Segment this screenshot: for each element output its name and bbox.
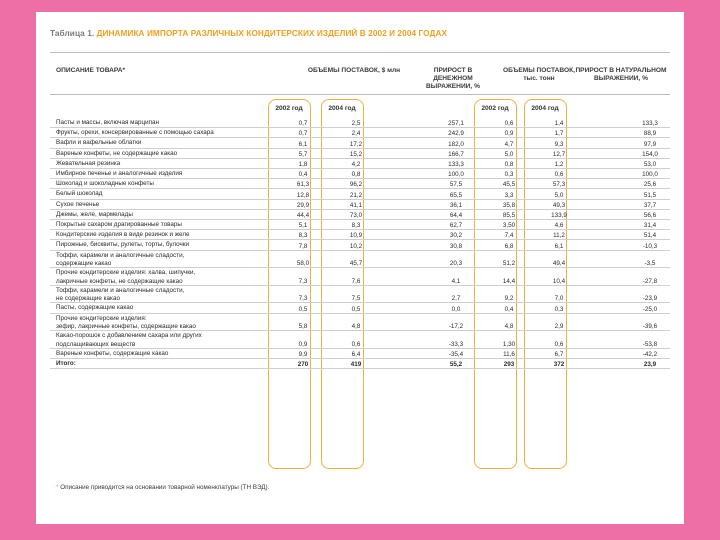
cell-usd2004: 2,5 bbox=[351, 120, 361, 128]
header-bottom-rule bbox=[50, 94, 670, 95]
cell-t2004: 1,2 bbox=[554, 160, 564, 168]
row-description-line: содержащие какао bbox=[56, 260, 112, 268]
row-description-line: Сухое печенье bbox=[56, 200, 100, 208]
header-growth-natural: ПРИРОСТ В НАТУРАЛЬНОМ ВЫРАЖЕНИИ, % bbox=[575, 67, 667, 82]
cell-usd2002: 0,5 bbox=[298, 305, 308, 313]
cell-t2002: 1,30 bbox=[502, 340, 516, 348]
table-title bbox=[50, 29, 670, 38]
cell-growth-nat: -3,5 bbox=[644, 260, 656, 268]
cell-t2002: 0,4 bbox=[504, 305, 514, 313]
cell-usd2004: 10,2 bbox=[349, 242, 363, 250]
footnote-star: * bbox=[56, 484, 59, 491]
cell-t2002: 6,8 bbox=[504, 242, 514, 250]
cell-usd2004: 6,4 bbox=[351, 350, 361, 358]
table-row bbox=[50, 240, 670, 250]
row-description-line: Тоффи, карамели и аналогичные сладости, bbox=[56, 251, 185, 259]
header-volume-usd: ОБЪЕМЫ ПОСТАВОК, $ млн bbox=[307, 67, 401, 74]
cell-t2004: 6,7 bbox=[554, 350, 564, 358]
cell-growth-nat: 56,6 bbox=[643, 211, 657, 219]
table-row bbox=[50, 210, 670, 220]
cell-growth-nat: 23,9 bbox=[643, 361, 657, 369]
cell-usd2002: 0,4 bbox=[298, 171, 308, 179]
cell-growth-nat: -39,6 bbox=[642, 323, 658, 331]
cell-usd2004: 419 bbox=[350, 361, 362, 369]
row-description-line: Кондитерские изделия в виде резинок и желе bbox=[56, 231, 190, 239]
cell-growth-money: 30,2 bbox=[449, 232, 463, 240]
year-tons-2002: 2002 год bbox=[481, 105, 509, 112]
cell-usd2002: 61,3 bbox=[296, 181, 310, 189]
cell-t2004: 10,4 bbox=[552, 277, 566, 285]
cell-usd2004: 10,9 bbox=[349, 232, 363, 240]
cell-growth-money: 133,3 bbox=[448, 160, 464, 168]
cell-t2004: 0,3 bbox=[554, 305, 564, 313]
row-description-line: Вафли и вафельные облатки bbox=[56, 139, 142, 147]
cell-t2002: 293 bbox=[503, 361, 515, 369]
table-row bbox=[50, 220, 670, 230]
cell-growth-nat: -27,8 bbox=[642, 277, 658, 285]
header-volume-tons: ОБЪЕМЫ ПОСТАВОК, тыс. тонн bbox=[503, 67, 575, 82]
cell-growth-money: 55,2 bbox=[449, 361, 463, 369]
cell-growth-nat: 51,4 bbox=[643, 232, 657, 240]
table-row bbox=[50, 189, 670, 199]
cell-growth-money: -33,3 bbox=[448, 340, 464, 348]
row-description-line: Какао-порошок с добавлением сахара или других bbox=[56, 332, 202, 340]
table-row bbox=[50, 200, 670, 210]
cell-usd2004: 0,6 bbox=[351, 340, 361, 348]
cell-usd2004: 4,2 bbox=[351, 160, 361, 168]
table-row bbox=[50, 314, 670, 332]
header-description: ОПИСАНИЕ ТОВАРА* bbox=[56, 67, 126, 74]
table-row bbox=[50, 230, 670, 240]
footnote bbox=[56, 484, 269, 491]
cell-usd2002: 0,7 bbox=[298, 120, 308, 128]
table-row bbox=[50, 331, 670, 349]
cell-t2004: 5,0 bbox=[554, 191, 564, 199]
cell-usd2002: 1,8 bbox=[298, 160, 308, 168]
row-description-line: Пирожные, бисквиты, рулеты, торты, булочки bbox=[56, 241, 190, 249]
table-row bbox=[50, 286, 670, 304]
row-description-line: Прочие кондитерские изделия: bbox=[56, 314, 147, 322]
table-title-text: ДИНАМИКА ИМПОРТА РАЗЛИЧНЫХ КОНДИТЕРСКИХ ИЗДЕЛИЙ В 2002 И 2004 ГОДАХ bbox=[96, 29, 448, 38]
cell-t2002: 85,5 bbox=[502, 211, 516, 219]
cell-usd2004: 2,4 bbox=[351, 130, 361, 138]
cell-growth-money: 100,0 bbox=[448, 171, 464, 179]
cell-growth-nat: 97,9 bbox=[643, 140, 657, 148]
cell-growth-nat: -42,2 bbox=[642, 350, 658, 358]
cell-growth-money: 242,9 bbox=[448, 130, 464, 138]
cell-usd2004: 96,2 bbox=[349, 181, 363, 189]
cell-usd2004: 15,2 bbox=[349, 150, 363, 158]
cell-growth-money: 2,7 bbox=[451, 295, 461, 303]
cell-usd2002: 9,9 bbox=[298, 350, 308, 358]
cell-t2004: 9,3 bbox=[554, 140, 564, 148]
cell-usd2002: 58,0 bbox=[296, 260, 310, 268]
table-row bbox=[50, 251, 670, 269]
row-description-line: Тоффи, карамели и аналогичные сладости, bbox=[56, 286, 185, 294]
year-usd-2002: 2002 год bbox=[275, 105, 303, 112]
cell-t2004: 57,3 bbox=[552, 181, 566, 189]
header-growth-money: ПРИРОСТ В ДЕНЕЖНОМ ВЫРАЖЕНИИ, % bbox=[426, 67, 480, 90]
cell-usd2004: 21,2 bbox=[349, 191, 363, 199]
cell-t2004: 6,1 bbox=[554, 242, 564, 250]
cell-usd2002: 0,9 bbox=[298, 340, 308, 348]
table-row bbox=[50, 268, 670, 286]
row-description-line: Шоколад и шоколадные конфеты bbox=[56, 180, 154, 188]
cell-usd2004: 0,8 bbox=[351, 171, 361, 179]
cell-usd2002: 7,3 bbox=[298, 295, 308, 303]
cell-usd2004: 7,5 bbox=[351, 295, 361, 303]
cell-growth-money: 64,4 bbox=[449, 211, 463, 219]
row-description-line: Вареные конфеты, содержащие какао bbox=[56, 349, 169, 357]
cell-growth-money: 166,7 bbox=[448, 150, 464, 158]
cell-t2002: 0,3 bbox=[504, 171, 514, 179]
table-row bbox=[50, 359, 670, 369]
row-description-line: зефир, лакричные конфеты, содержащие какао bbox=[56, 323, 196, 331]
cell-growth-nat: 51,5 bbox=[643, 191, 657, 199]
cell-usd2002: 5,8 bbox=[298, 323, 308, 331]
row-description-line: подслащивающих веществ bbox=[56, 340, 136, 348]
cell-growth-money: 257,1 bbox=[448, 120, 464, 128]
table-row bbox=[50, 159, 670, 169]
cell-t2004: 11,2 bbox=[553, 232, 565, 240]
cell-growth-money: 4,1 bbox=[451, 277, 461, 285]
row-description-line: Жевательная резинка bbox=[56, 159, 121, 167]
cell-growth-nat: -10,3 bbox=[642, 242, 658, 250]
table-row bbox=[50, 179, 670, 189]
cell-t2002: 11,6 bbox=[503, 350, 515, 358]
cell-t2002: 4,7 bbox=[504, 140, 514, 148]
cell-usd2004: 17,2 bbox=[349, 140, 363, 148]
cell-usd2002: 44,4 bbox=[296, 211, 310, 219]
cell-t2004: 12,7 bbox=[552, 150, 566, 158]
cell-usd2004: 73,0 bbox=[349, 211, 363, 219]
row-description-line: Вареные конфеты, не содержащие какао bbox=[56, 149, 178, 157]
cell-growth-money: -35,4 bbox=[448, 350, 464, 358]
cell-t2002: 35,8 bbox=[502, 201, 516, 209]
cell-usd2004: 4,8 bbox=[351, 323, 361, 331]
row-divider bbox=[50, 368, 670, 369]
cell-usd2004: 0,5 bbox=[351, 305, 361, 313]
row-description-line: Фрукты, орехи, консервированные с помощью сахара bbox=[56, 129, 214, 137]
cell-growth-nat: 53,0 bbox=[643, 160, 657, 168]
row-description-line: Белый шоколад bbox=[56, 190, 103, 198]
cell-usd2002: 7,8 bbox=[298, 242, 308, 250]
cell-usd2002: 12,8 bbox=[296, 191, 310, 199]
cell-usd2004: 8,3 bbox=[351, 222, 361, 230]
cell-usd2002: 8,3 bbox=[298, 232, 308, 240]
cell-growth-nat: 37,7 bbox=[643, 201, 657, 209]
cell-growth-nat: 31,4 bbox=[643, 222, 657, 230]
table-row bbox=[50, 169, 670, 179]
cell-growth-money: 0,0 bbox=[451, 305, 461, 313]
cell-t2002: 4,8 bbox=[504, 323, 514, 331]
cell-t2002: 9,2 bbox=[504, 295, 514, 303]
cell-growth-money: 20,3 bbox=[449, 260, 463, 268]
document-page bbox=[36, 12, 684, 524]
year-tons-2004: 2004 год bbox=[531, 105, 559, 112]
table-row bbox=[50, 349, 670, 359]
cell-growth-money: 30,8 bbox=[449, 242, 463, 250]
cell-growth-nat: -25,0 bbox=[642, 305, 658, 313]
footnote-text: Описание приводится на основании товарной номенклатуры (ТН ВЭД). bbox=[58, 484, 270, 491]
cell-growth-money: -17,2 bbox=[448, 323, 464, 331]
cell-growth-money: 65,5 bbox=[449, 191, 463, 199]
row-description-line: Имбирное печенье и аналогичные изделия bbox=[56, 170, 183, 177]
table-row bbox=[50, 149, 670, 159]
cell-t2004: 7,0 bbox=[554, 295, 564, 303]
cell-growth-money: 36,1 bbox=[449, 201, 463, 209]
row-description-line: Пасты и массы, включая марципан bbox=[56, 119, 159, 126]
table-row bbox=[50, 138, 670, 148]
cell-growth-nat: -53,8 bbox=[642, 340, 658, 348]
cell-growth-nat: -23,9 bbox=[642, 295, 658, 303]
row-description-line: Покрытые сахаром драгированные товары bbox=[56, 221, 182, 228]
cell-usd2002: 29,9 bbox=[296, 201, 310, 209]
cell-t2004: 49,4 bbox=[552, 260, 566, 268]
cell-growth-nat: 25,6 bbox=[643, 181, 657, 189]
cell-t2002: 3,3 bbox=[504, 191, 514, 199]
cell-usd2002: 7,3 bbox=[298, 277, 308, 285]
cell-t2002: 3,50 bbox=[502, 222, 516, 230]
cell-t2004: 372 bbox=[553, 361, 565, 369]
row-description-line: Джемы, желе, мармелады bbox=[56, 210, 133, 218]
cell-usd2002: 5,1 bbox=[298, 222, 308, 230]
cell-growth-nat: 154,0 bbox=[642, 150, 658, 158]
cell-t2002: 0,9 bbox=[504, 130, 514, 138]
cell-t2004: 4,6 bbox=[554, 222, 564, 230]
cell-usd2004: 45,7 bbox=[349, 260, 363, 268]
cell-t2002: 51,2 bbox=[502, 260, 516, 268]
cell-t2004: 1,4 bbox=[554, 120, 564, 128]
cell-usd2002: 5,7 bbox=[298, 150, 308, 158]
table-title-prefix: Таблица 1. bbox=[50, 29, 95, 38]
table-row bbox=[50, 303, 670, 313]
cell-t2004: 0,6 bbox=[554, 340, 564, 348]
table-row bbox=[50, 128, 670, 138]
cell-growth-money: 182,0 bbox=[448, 140, 464, 148]
cell-growth-money: 62,7 bbox=[449, 222, 463, 230]
cell-t2002: 0,6 bbox=[504, 120, 514, 128]
header-top-rule bbox=[50, 52, 670, 53]
cell-t2002: 0,8 bbox=[504, 160, 514, 168]
cell-t2004: 49,3 bbox=[552, 201, 566, 209]
cell-usd2004: 41,1 bbox=[349, 201, 363, 209]
row-description-line: лакричные конфеты, не содержащие какао bbox=[56, 277, 183, 285]
cell-usd2002: 6,1 bbox=[298, 140, 308, 148]
cell-t2002: 14,4 bbox=[502, 277, 516, 285]
cell-t2002: 7,4 bbox=[504, 232, 514, 240]
cell-t2004: 0,6 bbox=[554, 171, 564, 179]
cell-growth-money: 57,5 bbox=[449, 181, 463, 189]
cell-t2004: 1,7 bbox=[554, 130, 564, 138]
row-description-line: Прочие кондитерские изделия: халва, шипучки, bbox=[56, 269, 196, 277]
cell-usd2002: 0,7 bbox=[298, 130, 308, 138]
cell-t2002: 45,5 bbox=[502, 181, 516, 189]
row-description-line: Итого: bbox=[56, 360, 76, 367]
cell-growth-nat: 88,9 bbox=[643, 130, 657, 138]
cell-growth-nat: 133,3 bbox=[642, 120, 658, 128]
cell-usd2004: 7,6 bbox=[351, 277, 361, 285]
cell-growth-nat: 100,0 bbox=[642, 171, 658, 179]
row-description-line: не содержащие какао bbox=[56, 295, 120, 303]
cell-t2002: 5,0 bbox=[504, 150, 514, 158]
row-description-line: Пасты, содержащие какао bbox=[56, 304, 134, 312]
table-row bbox=[50, 118, 670, 128]
cell-t2004: 2,9 bbox=[554, 323, 564, 331]
year-usd-2004: 2004 год bbox=[328, 105, 356, 112]
cell-t2004: 133,9 bbox=[551, 211, 567, 219]
cell-usd2002: 270 bbox=[297, 361, 309, 369]
